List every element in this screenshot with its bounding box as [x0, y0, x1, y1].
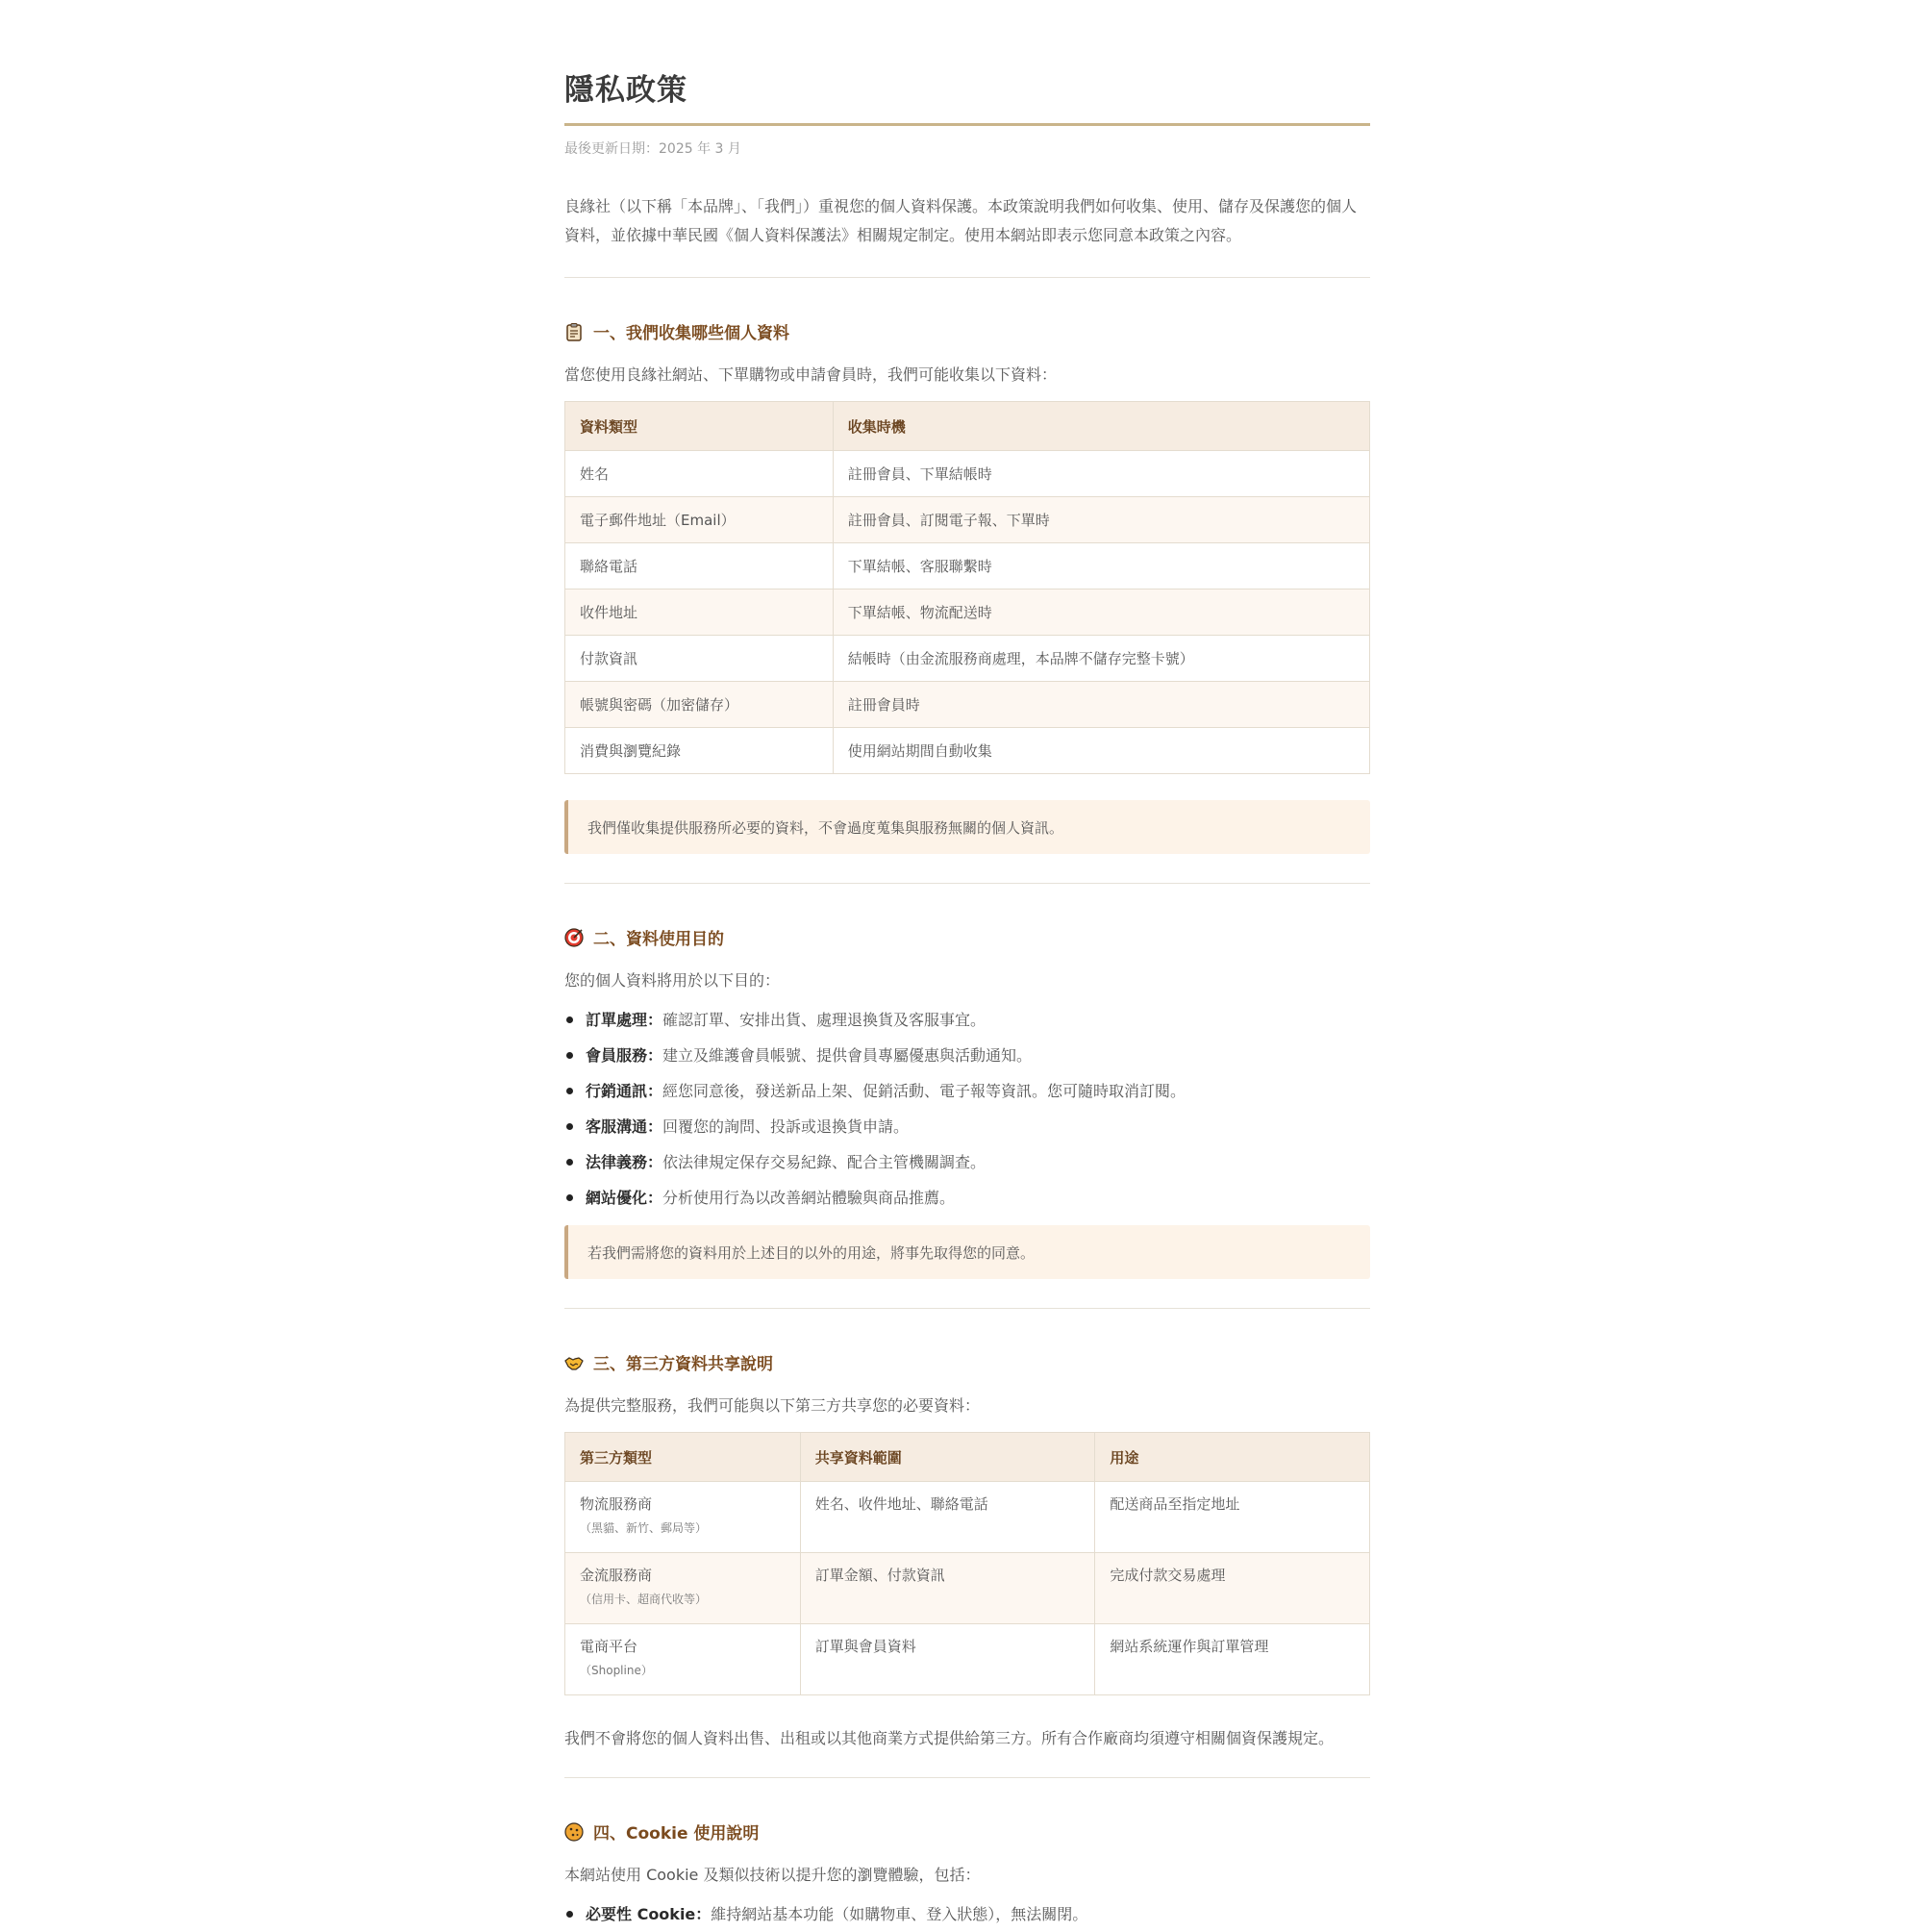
list-item [564, 1109, 1370, 1144]
table-cell: 付款資訊 [565, 636, 834, 682]
section-3-heading: 三、第三方資料共享說明 [593, 1355, 773, 1374]
section-4-heading: 四、Cookie 使用說明 [593, 1824, 760, 1844]
party-examples: （黑貓、新竹、郵局等） [580, 1521, 708, 1535]
table-cell: 配送商品至指定地址 [1095, 1482, 1370, 1553]
table-cell: 註冊會員、下單結帳時 [833, 451, 1369, 497]
column-header: 第三方類型 [565, 1433, 801, 1482]
list-item [564, 1144, 1370, 1180]
list-item-label: 客服溝通： [586, 1117, 663, 1136]
cookie-list [564, 1896, 1370, 1932]
table-row [565, 1624, 1370, 1695]
table-cell: 帳號與密碼（加密儲存） [565, 682, 834, 728]
table-row [565, 543, 1370, 590]
table-cell: 完成付款交易處理 [1095, 1553, 1370, 1624]
table-cell: 聯絡電話 [565, 543, 834, 590]
table-cell: 註冊會員、訂閱電子報、下單時 [833, 497, 1369, 543]
table-header-row [565, 402, 1370, 451]
clipboard-icon [564, 322, 584, 341]
section-1-title [564, 319, 789, 343]
table-cell: 姓名 [565, 451, 834, 497]
section-divider [564, 277, 1370, 278]
list-item-label: 網站優化： [586, 1189, 663, 1207]
section-divider [564, 1308, 1370, 1309]
section-1-heading: 一、我們收集哪些個人資料 [593, 324, 789, 343]
list-item [564, 1896, 1370, 1932]
column-header: 資料類型 [565, 402, 834, 451]
last-updated: 最後更新日期：2025 年 3 月 [564, 141, 741, 157]
list-item [564, 1002, 1370, 1038]
table-cell: 結帳時（由金流服務商處理，本品牌不儲存完整卡號） [833, 636, 1369, 682]
section-1-note: 我們僅收集提供服務所必要的資料，不會過度蒐集與服務無關的個人資訊。 [564, 800, 1370, 854]
list-item-text: 回覆您的詢問、投訴或退換貨申請。 [662, 1117, 910, 1136]
list-item [564, 1038, 1370, 1073]
third-party-table [564, 1432, 1370, 1695]
section-divider [564, 883, 1370, 884]
section-2-note: 若我們需將您的資料用於上述目的以外的用途，將事先取得您的同意。 [564, 1225, 1370, 1279]
column-header: 收集時機 [833, 402, 1369, 451]
list-item-label: 必要性 Cookie： [586, 1905, 712, 1923]
section-4-lead: 本網站使用 Cookie 及類似技術以提升您的瀏覽體驗，包括： [564, 1866, 981, 1884]
section-4-title [564, 1819, 759, 1844]
list-item-text: 依法律規定保存交易紀錄、配合主管機關調查。 [662, 1153, 986, 1171]
list-item-text: 建立及維護會員帳號、提供會員專屬優惠與活動通知。 [662, 1046, 1033, 1065]
table-cell: 電子郵件地址（Email） [565, 497, 834, 543]
data-collection-table [564, 401, 1370, 774]
list-item [564, 1073, 1370, 1109]
list-item-text: 分析使用行為以改善網站體驗與商品推薦。 [662, 1189, 956, 1207]
table-row [565, 590, 1370, 636]
table-cell [565, 1553, 801, 1624]
table-row [565, 636, 1370, 682]
party-type: 電商平台 [580, 1638, 638, 1655]
table-row [565, 682, 1370, 728]
section-1-lead: 當您使用良緣社網站、下單購物或申請會員時，我們可能收集以下資料： [564, 365, 1058, 384]
title-divider [564, 123, 1370, 126]
table-row [565, 451, 1370, 497]
list-item-label: 會員服務： [586, 1046, 663, 1065]
table-cell: 訂單與會員資料 [800, 1624, 1095, 1695]
list-item-label: 訂單處理： [586, 1011, 663, 1029]
table-cell: 消費與瀏覽紀錄 [565, 728, 834, 774]
table-cell: 下單結帳、客服聯繫時 [833, 543, 1369, 590]
table-row [565, 728, 1370, 774]
table-cell [565, 1624, 801, 1695]
table-cell: 註冊會員時 [833, 682, 1369, 728]
table-cell [565, 1482, 801, 1553]
party-examples: （信用卡、超商代收等） [580, 1593, 708, 1606]
section-divider [564, 1777, 1370, 1778]
page-title: 隱私政策 [564, 73, 687, 108]
list-item-text: 維持網站基本功能（如購物車、登入狀態），無法關閉。 [711, 1905, 1088, 1923]
section-3-title [564, 1350, 773, 1374]
purpose-list [564, 1002, 1370, 1216]
table-cell: 姓名、收件地址、聯絡電話 [800, 1482, 1095, 1553]
list-item [564, 1180, 1370, 1216]
table-cell: 訂單金額、付款資訊 [800, 1553, 1095, 1624]
table-cell: 收件地址 [565, 590, 834, 636]
table-cell: 網站系統運作與訂單管理 [1095, 1624, 1370, 1695]
column-header: 用途 [1095, 1433, 1370, 1482]
section-2-title [564, 925, 724, 949]
table-row [565, 1553, 1370, 1624]
list-item-text: 經您同意後，發送新品上架、促銷活動、電子報等資訊。您可隨時取消訂閱。 [662, 1082, 1186, 1100]
party-examples: （Shopline） [580, 1664, 653, 1677]
column-header: 共享資料範圍 [800, 1433, 1095, 1482]
cookie-icon [564, 1822, 584, 1842]
section-2-heading: 二、資料使用目的 [593, 930, 724, 949]
party-type: 物流服務商 [580, 1495, 653, 1513]
intro-paragraph: 良緣社（以下稱「本品牌」、「我們」）重視您的個人資料保護。本政策說明我們如何收集、使用、儲存及保護您的個人資料，並依據中華民國《個人資料保護法》相關規定制定。使用本網站即表示您同意本政策之內容。 [564, 197, 1358, 244]
section-3-lead: 為提供完整服務，我們可能與以下第三方共享您的必要資料： [564, 1396, 981, 1415]
table-row [565, 1482, 1370, 1553]
section-2-lead: 您的個人資料將用於以下目的： [564, 971, 781, 990]
list-item-label: 法律義務： [586, 1153, 663, 1171]
list-item-text: 確認訂單、安排出貨、處理退換貨及客服事宜。 [662, 1011, 986, 1029]
table-cell: 下單結帳、物流配送時 [833, 590, 1369, 636]
target-icon [564, 928, 584, 947]
party-type: 金流服務商 [580, 1567, 653, 1584]
section-3-closing: 我們不會將您的個人資料出售、出租或以其他商業方式提供給第三方。所有合作廠商均須遵守相關個資保護規定。 [564, 1729, 1335, 1747]
table-cell: 使用網站期間自動收集 [833, 728, 1369, 774]
table-row [565, 497, 1370, 543]
table-header-row [565, 1433, 1370, 1482]
list-item-label: 行銷通訊： [586, 1082, 663, 1100]
handshake-icon [564, 1353, 584, 1372]
